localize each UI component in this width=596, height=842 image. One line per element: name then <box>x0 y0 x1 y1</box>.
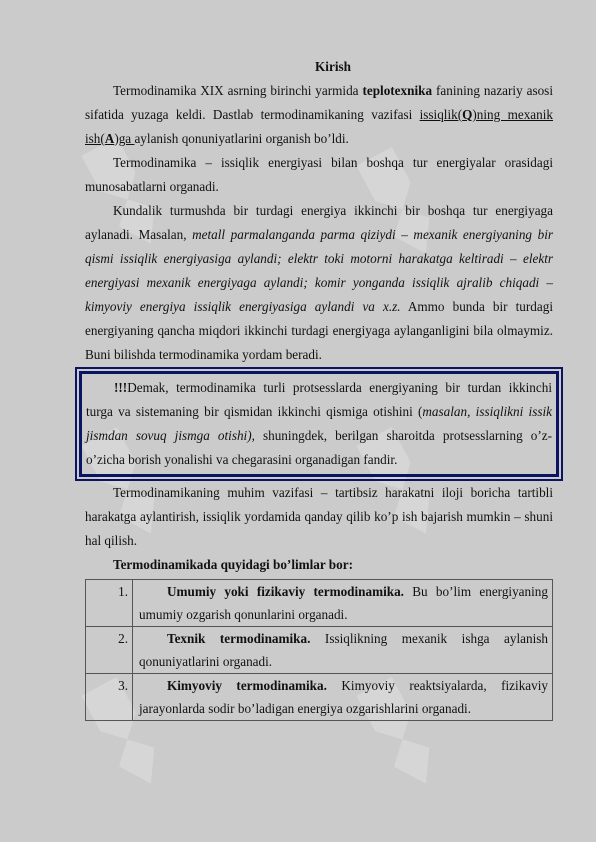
row-text: Texnik termodinamika. Issiqlikning mexanik ishga aylanish qonuniyatlarini organadi. <box>133 627 553 674</box>
table-row <box>86 627 553 674</box>
row-text: Kimyoviy termodinamika. Kimyoviy reaktsiyalarda, fizikaviy jarayonlarda sodir bo’ladigan energiya ozgarishlarini organadi. <box>133 674 553 721</box>
paragraph-intro: Termodinamika XIX asrning birinchi yarmida teplotexnika fanining nazariy asosi sifatida yuzaga keldi. Dastlab termodinamikaning vazifasi issiqlik(Q)ning mexanik ish(A)ga aylanish qonuniyatlarini organish bo’ldi. <box>85 83 554 146</box>
sections-heading: Termodinamikada quyidagi bo’limlar bor: <box>113 557 353 572</box>
table-row <box>86 674 553 721</box>
row-number: 1. <box>86 580 133 627</box>
row-number: 3. <box>86 674 133 721</box>
row-number: 2. <box>86 627 133 674</box>
sections-table <box>85 579 553 721</box>
highlight-box <box>79 371 559 477</box>
paragraph-definition: Termodinamika – issiqlik energiyasi bilan boshqa tur energiyalar orasidagi munosabatlarni organadi. <box>85 155 553 194</box>
paragraph-task: Termodinamikaning muhim vazifasi – tartibsiz harakatni iloji boricha tartibli harakatga aylantirish, issiqlik yordamida qanday qilib ko’p ish bajarish mumkin – shuni hal qilish. <box>85 485 553 548</box>
paragraph-examples: Kundalik turmushda bir turdagi energiya ikkinchi bir boshqa tur energiyaga aylanadi. Masalan, metall parmalanganda parma qiziydi – mexanik energiyaning bir qismi issiqlik energiyasiga aylandi; elektr toki motorni harakatga keltiradi – elektr energiyasi mexanik energiyaga aylandi; komir yonganda issiqlik ajralib chiqadi – kimyoviy energiya issiqlik energiyasiga aylandi va x.z. Ammo bunda bir turdagi energiyaning qancha miqdori ikkinchi turdagi energiyaga aylanganligini bila olmaymiz. Buni bilishda termodinamika yordam beradi. <box>85 203 553 362</box>
page-content <box>85 55 553 721</box>
table-row <box>86 580 553 627</box>
row-text: Umumiy yoki fizikaviy termodinamika. Bu bo’lim energiyaning umumiy ozgarish qonunlarini organadi. <box>133 580 553 627</box>
highlight-paragraph: !!!Demak, termodinamika turli protsesslarda energiyaning bir turdan ikkinchi turga va sistemaning bir qismidan ikkinchi qismiga otishini (masalan, issiqlikni issik jismdan sovuq jismga otishi), shuningdek, berilgan sharoitda protsesslarning o’z-o’zicha borish yonalishi va chegarasini organadigan fandir. <box>86 380 553 467</box>
page-title: Kirish <box>315 59 351 74</box>
